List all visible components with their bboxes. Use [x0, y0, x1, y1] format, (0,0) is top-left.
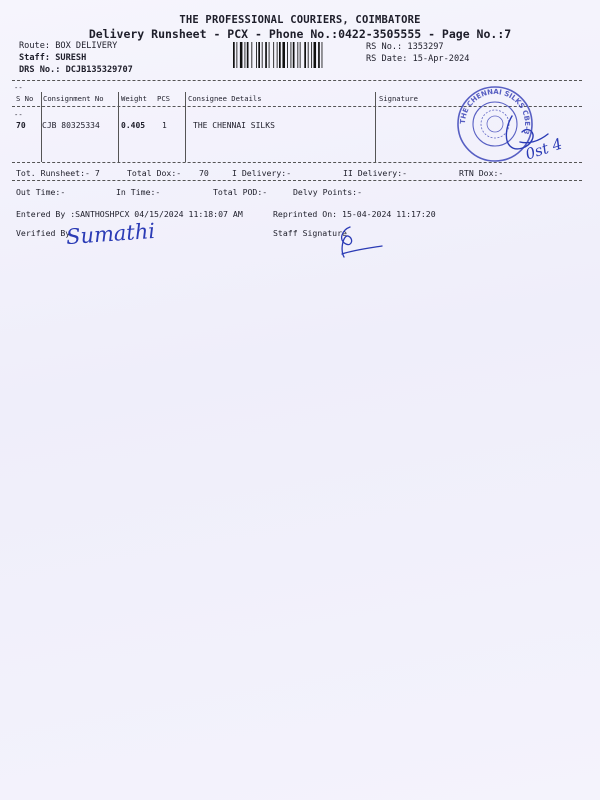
barcode — [233, 42, 360, 68]
barcode-bar — [236, 42, 237, 68]
out-time: Out Time:- — [16, 187, 66, 197]
total-runsheet: Tot. Runsheet:- 7 — [16, 168, 100, 178]
barcode-bar — [311, 42, 312, 68]
rs-date: RS Date: 15-Apr-2024 — [366, 54, 470, 64]
staff-label: Staff: SURESH — [19, 53, 87, 63]
staff-signature-scribble — [330, 224, 390, 260]
barcode-bar — [322, 42, 323, 68]
rs-number: RS No.: 1353297 — [366, 42, 444, 52]
barcode-bar — [300, 42, 301, 68]
receiver-handwritten-note: 0st 4 — [523, 134, 565, 164]
row-weight: 0.405 — [121, 121, 146, 130]
barcode-bar — [245, 42, 246, 68]
barcode-bar — [291, 42, 292, 68]
header-signature: Signature — [379, 94, 418, 103]
total-dox-label: Total Dox:- — [127, 168, 182, 178]
barcode-bar — [262, 42, 263, 68]
barcode-bar — [273, 42, 274, 68]
row-marker: -- — [14, 110, 23, 119]
reprinted-on: Reprinted On: 15-04-2024 11:17:20 — [273, 209, 436, 219]
divider — [12, 80, 582, 81]
barcode-bar — [258, 42, 260, 68]
route-label: Route: BOX DELIVERY — [19, 41, 118, 51]
header-pcs: PCS — [157, 94, 170, 103]
row-consignment: CJB 80325334 — [42, 121, 100, 130]
barcode-bar — [265, 42, 267, 68]
barcode-bar — [256, 42, 257, 68]
table-marker: -- — [14, 83, 23, 92]
barcode-bar — [314, 42, 317, 68]
staff-signature-label: Staff Signature — [273, 228, 347, 238]
header-consignment: Consignment No — [43, 94, 104, 103]
total-pod: Total POD:- — [213, 187, 268, 197]
barcode-bar — [251, 42, 252, 68]
column-separator — [375, 92, 376, 162]
header-sno: S No — [16, 94, 34, 103]
barcode-bar — [308, 42, 309, 68]
stamp-text: THE CHENNAI SILKS CBE-3 — [458, 87, 532, 136]
rtn-dox: RTN Dox:- — [459, 168, 504, 178]
entered-by: Entered By :SANTHOSHPCX 04/15/2024 11:18:07 AM — [16, 209, 243, 219]
barcode-bar — [269, 42, 270, 68]
barcode-bar — [304, 42, 306, 68]
row-pcs: 1 — [162, 121, 167, 130]
barcode-bar — [277, 42, 278, 68]
row-sno: 70 — [16, 121, 26, 130]
header-consignee: Consignee Details — [188, 94, 262, 103]
i-delivery: I Delivery:- — [232, 168, 292, 178]
company-title: THE PROFESSIONAL COURIERS, COIMBATORE — [179, 14, 421, 26]
barcode-bar — [282, 42, 285, 68]
column-separator — [118, 92, 119, 162]
barcode-bar — [279, 42, 281, 68]
delivery-points: Delvy Points:- — [293, 187, 363, 197]
drs-number: DRS No.: DCJB135329707 — [19, 65, 133, 75]
barcode-bar — [318, 42, 320, 68]
verified-by-label: Verified By — [16, 228, 71, 238]
row-consignee: THE CHENNAI SILKS — [193, 121, 275, 130]
verifier-handwritten-name: Sumathi — [65, 218, 156, 250]
barcode-bar — [293, 42, 295, 68]
total-dox-value: 70 — [199, 168, 209, 178]
in-time: In Time:- — [116, 187, 161, 197]
barcode-bar — [247, 42, 249, 68]
column-separator — [185, 92, 186, 162]
divider — [12, 180, 582, 181]
barcode-bar — [233, 42, 235, 68]
header-weight: Weight — [121, 94, 147, 103]
runsheet-subtitle: Delivery Runsheet - PCX - Phone No.:0422-3505555 - Page No.:7 — [88, 27, 512, 41]
barcode-bar — [287, 42, 288, 68]
barcode-bar — [240, 42, 243, 68]
ii-delivery: II Delivery:- — [343, 168, 408, 178]
barcode-bar — [297, 42, 298, 68]
